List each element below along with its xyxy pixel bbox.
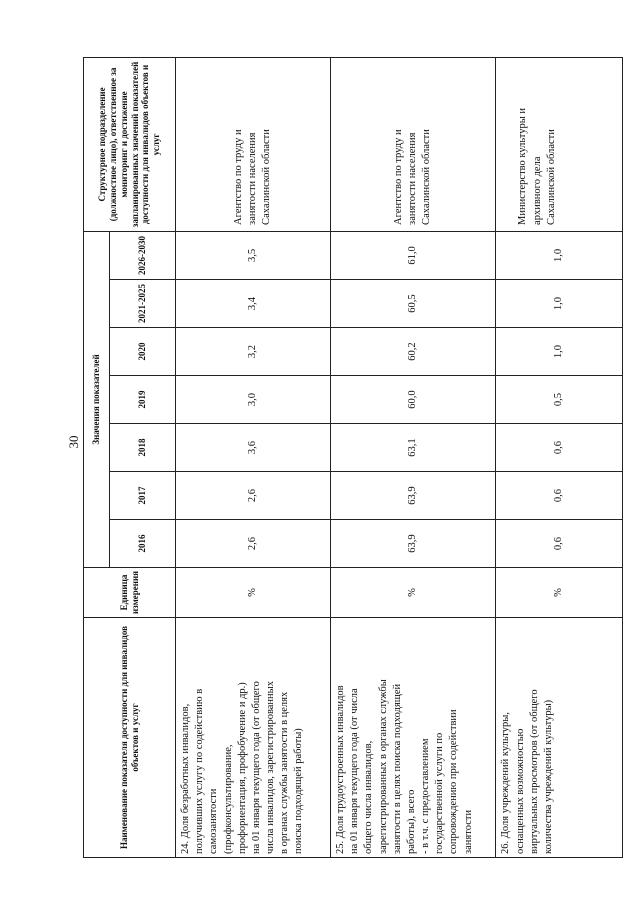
unit-cell: % xyxy=(331,568,496,618)
header-year: 2020 xyxy=(110,328,176,376)
value-cell: 0,6 xyxy=(496,520,623,568)
value-cell: 60,5 xyxy=(331,280,496,328)
value-cell: 3,5 xyxy=(176,231,331,279)
header-values-group: Значения показателей xyxy=(84,231,110,567)
indicator-cell: 24. Доля безработных инвалидов, получивших услугу по содействию в самозанятости (профконсультирование, профориентация, профобучение и др.) на 01 января текущего года (от общего числа инвалидов, зарегистрированных в органах службы занятости в целях поиска подходящей работы) xyxy=(176,618,331,858)
indicator-cell: 25. Доля трудоустроенных инвалидов на 01 января текущего года (от числа общего числа инвалидов, зарегистрированных в органах службы занятости в целях поиска подходящей работы), всего - в т.ч. с предоставлением государственной услуги по сопровождению при содействии занятости xyxy=(331,618,496,858)
value-cell: 0,6 xyxy=(496,424,623,472)
header-unit: Единица измерения xyxy=(84,568,176,618)
indicator-cell: 26. Доля учреждений культуры, оснащенных возможностью виртуальных просмотров (от общего количества учреждений культуры) xyxy=(496,618,623,858)
responsible-cell: Агентство по труду и занятости населения Сахалинской области xyxy=(176,57,331,231)
value-cell: 0,6 xyxy=(496,472,623,520)
value-cell: 63,9 xyxy=(331,472,496,520)
header-responsible: Структурное подразделение (должностное лицо), ответственное за мониторинг и достижение запланированных значений показателей доступности для инвалидов объектов и услуг xyxy=(84,57,176,231)
value-cell: 0,5 xyxy=(496,376,623,424)
value-cell: 63,1 xyxy=(331,424,496,472)
header-year: 2017 xyxy=(110,472,176,520)
value-cell: 3,0 xyxy=(176,376,331,424)
unit-cell: % xyxy=(176,568,331,618)
value-cell: 1,0 xyxy=(496,280,623,328)
value-cell: 61,0 xyxy=(331,231,496,279)
header-year: 2018 xyxy=(110,424,176,472)
value-cell: 60,2 xyxy=(331,328,496,376)
value-cell: 2,6 xyxy=(176,472,331,520)
header-year: 2021-2025 xyxy=(110,280,176,328)
value-cell: 3,2 xyxy=(176,328,331,376)
header-year: 2016 xyxy=(110,520,176,568)
value-cell: 2,6 xyxy=(176,520,331,568)
value-cell: 3,6 xyxy=(176,424,331,472)
page-number: 30 xyxy=(66,435,81,449)
value-cell: 60,0 xyxy=(331,376,496,424)
value-cell: 1,0 xyxy=(496,231,623,279)
header-indicator: Наименование показателя доступности для инвалидов объектов и услуг xyxy=(84,618,176,858)
unit-cell: % xyxy=(496,568,623,618)
table-row xyxy=(496,57,623,857)
value-cell: 1,0 xyxy=(496,328,623,376)
header-year: 2019 xyxy=(110,376,176,424)
responsible-cell: Министерство культуры и архивного дела Сахалинской области xyxy=(496,57,623,231)
value-cell: 63,9 xyxy=(331,520,496,568)
value-cell: 3,4 xyxy=(176,280,331,328)
rotated-table-container xyxy=(83,58,623,858)
table-row xyxy=(331,57,496,857)
table-row xyxy=(176,57,331,857)
accessibility-indicators-table xyxy=(83,57,623,858)
responsible-cell: Агентство по труду и занятости населения Сахалинской области xyxy=(331,57,496,231)
header-year: 2026-2030 xyxy=(110,231,176,279)
